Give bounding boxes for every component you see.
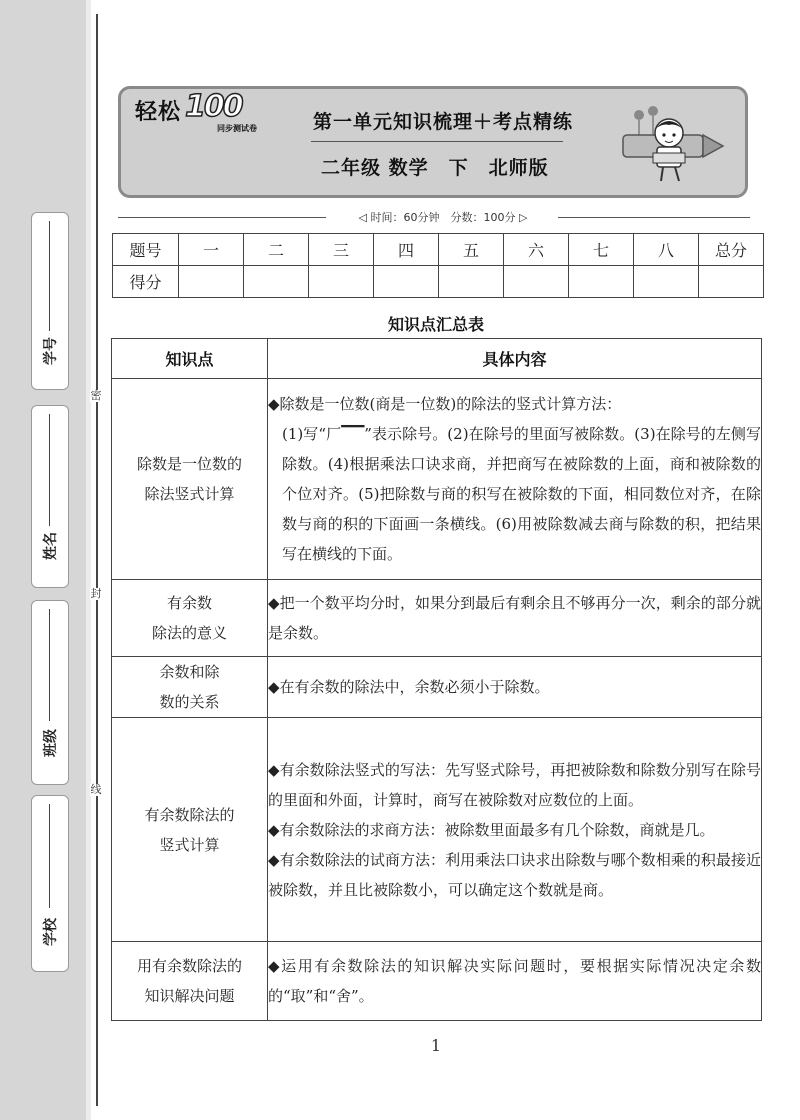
content-cell [268,379,762,580]
class-field[interactable] [31,600,69,785]
content-cell [268,942,762,1021]
exam-info-text: ◁ 时间：60分钟 分数：100分 ▷ [358,211,528,224]
topic-cell [112,657,268,718]
exam-info-rule-right [558,217,750,218]
score-header-cell: 一 [179,234,244,266]
table-row [112,657,762,718]
score-header-cell: 七 [569,234,634,266]
class-line [49,609,50,721]
topic-cell [112,718,268,942]
score-table-header-row [113,234,764,266]
student-id-label: 学号 [43,337,59,365]
table-row [112,580,762,657]
page-number: 1 [430,1036,442,1055]
school-line [49,804,50,908]
logo-subtitle: 同步测试卷 [217,124,257,133]
score-input-cell[interactable] [699,266,764,298]
score-header-cell: 题号 [113,234,179,266]
knowledge-summary-table [111,338,762,1021]
score-input-cell[interactable] [504,266,569,298]
mascot-illustration [619,95,729,191]
topic-line: 知识解决问题 [144,987,235,1005]
topic-line: 除法的意义 [151,624,227,642]
header-banner [118,86,748,198]
title-divider [311,141,563,142]
topic-line: 用有余数除法的 [136,957,242,975]
content-paragraph: (1)写“厂▔▔”表示除号。(2)在除号的里面写被除数。(3)在除号的左侧写除数。(4)根据乘法口诀求商，并把商写在被除数的上面，商和被除数的个位对齐。(5)把除数与商的积写在被除数的下面，相同数位对齐，在除数与商的积的下面画一条横线。(6)用被除数减去商与除数的积，把结果写在横线的下面。 [282,425,761,563]
table-row [112,718,762,942]
score-table-score-row [113,266,764,298]
topic-line: 除法竖式计算 [144,485,235,503]
exam-info-row [118,209,750,225]
score-input-cell[interactable] [374,266,439,298]
cut-line [96,14,98,1106]
topic-cell [112,942,268,1021]
score-input-cell[interactable] [569,266,634,298]
topic-line: 竖式计算 [159,835,220,854]
school-field[interactable] [31,795,69,972]
seal-mark-xian: 线 [90,783,102,796]
total-score: 分数：100分 [450,211,516,224]
logo-number: 100 [185,89,242,124]
table-row [112,379,762,580]
name-field[interactable] [31,405,69,588]
name-label: 姓名 [43,532,59,560]
summary-header-row [112,339,762,379]
score-header-cell: 二 [244,234,309,266]
score-header-cell: 三 [309,234,374,266]
score-header-cell: 五 [439,234,504,266]
student-id-field[interactable] [31,212,69,390]
topic-line: 余数和除 [159,663,220,681]
topic-cell [112,379,268,580]
seal-mark-feng: 封 [90,587,102,600]
name-line [49,414,50,526]
topic-line: 除数是一位数的 [136,455,242,473]
col-header-topic: 知识点 [112,339,268,379]
score-input-cell[interactable] [439,266,504,298]
score-header-cell: 六 [504,234,569,266]
page-title: 第一单元知识梳理＋考点精练 [313,111,574,133]
topic-line: 有余数 [166,594,212,612]
score-input-cell[interactable] [244,266,309,298]
score-input-cell[interactable] [309,266,374,298]
logo-text: 轻松 [135,100,182,125]
topic-cell [112,580,268,657]
content-cell [268,580,762,657]
content-cell [268,718,762,942]
score-row-label: 得分 [113,266,179,298]
score-header-cell: 四 [374,234,439,266]
seal-mark-mi: 密 [90,389,102,402]
content-cell [268,657,762,718]
content-paragraph: ◆有余数除法的求商方法：被除数里面最多有几个除数，商就是几。 [268,820,715,839]
school-label: 学校 [43,918,59,946]
exam-info-rule-left [118,217,326,218]
col-header-content: 具体内容 [268,339,762,379]
content-paragraph: ◆运用有余数除法的知识解决实际问题时，要根据实际情况决定余数的“取”和“舍”。 [268,957,761,1005]
gutter-edge [86,0,91,1120]
content-paragraph: ◆有余数除法的试商方法：利用乘法口诀求出除数与哪个数相乘的积最接近被除数，并且比被除数小，可以确定这个数就是商。 [268,850,761,899]
score-input-cell[interactable] [179,266,244,298]
topic-line: 有余数除法的 [144,805,235,824]
summary-title: 知识点汇总表 [387,315,484,334]
content-paragraph: ◆有余数除法竖式的写法：先写竖式除号，再把被除数和除数分别写在除号的里面和外面，计算时，商写在被除数对应数位的上面。 [268,760,761,809]
time-limit: 时间：60分钟 [370,211,440,224]
content-paragraph: ◆把一个数平均分时，如果分到最后有剩余且不够再分一次，剩余的部分就是余数。 [268,594,761,642]
score-header-cell: 总分 [699,234,764,266]
content-paragraph: ◆除数是一位数(商是一位数)的除法的竖式计算方法： [268,395,622,413]
page-subtitle: 二年级 数学 下 北师版 [321,157,549,179]
content-paragraph: ◆在有余数的除法中，余数必须小于除数。 [268,678,550,696]
topic-line: 数的关系 [159,693,220,711]
score-header-cell: 八 [634,234,699,266]
class-label: 班级 [43,729,59,757]
score-input-cell[interactable] [634,266,699,298]
table-row [112,942,762,1021]
score-table [112,233,764,298]
